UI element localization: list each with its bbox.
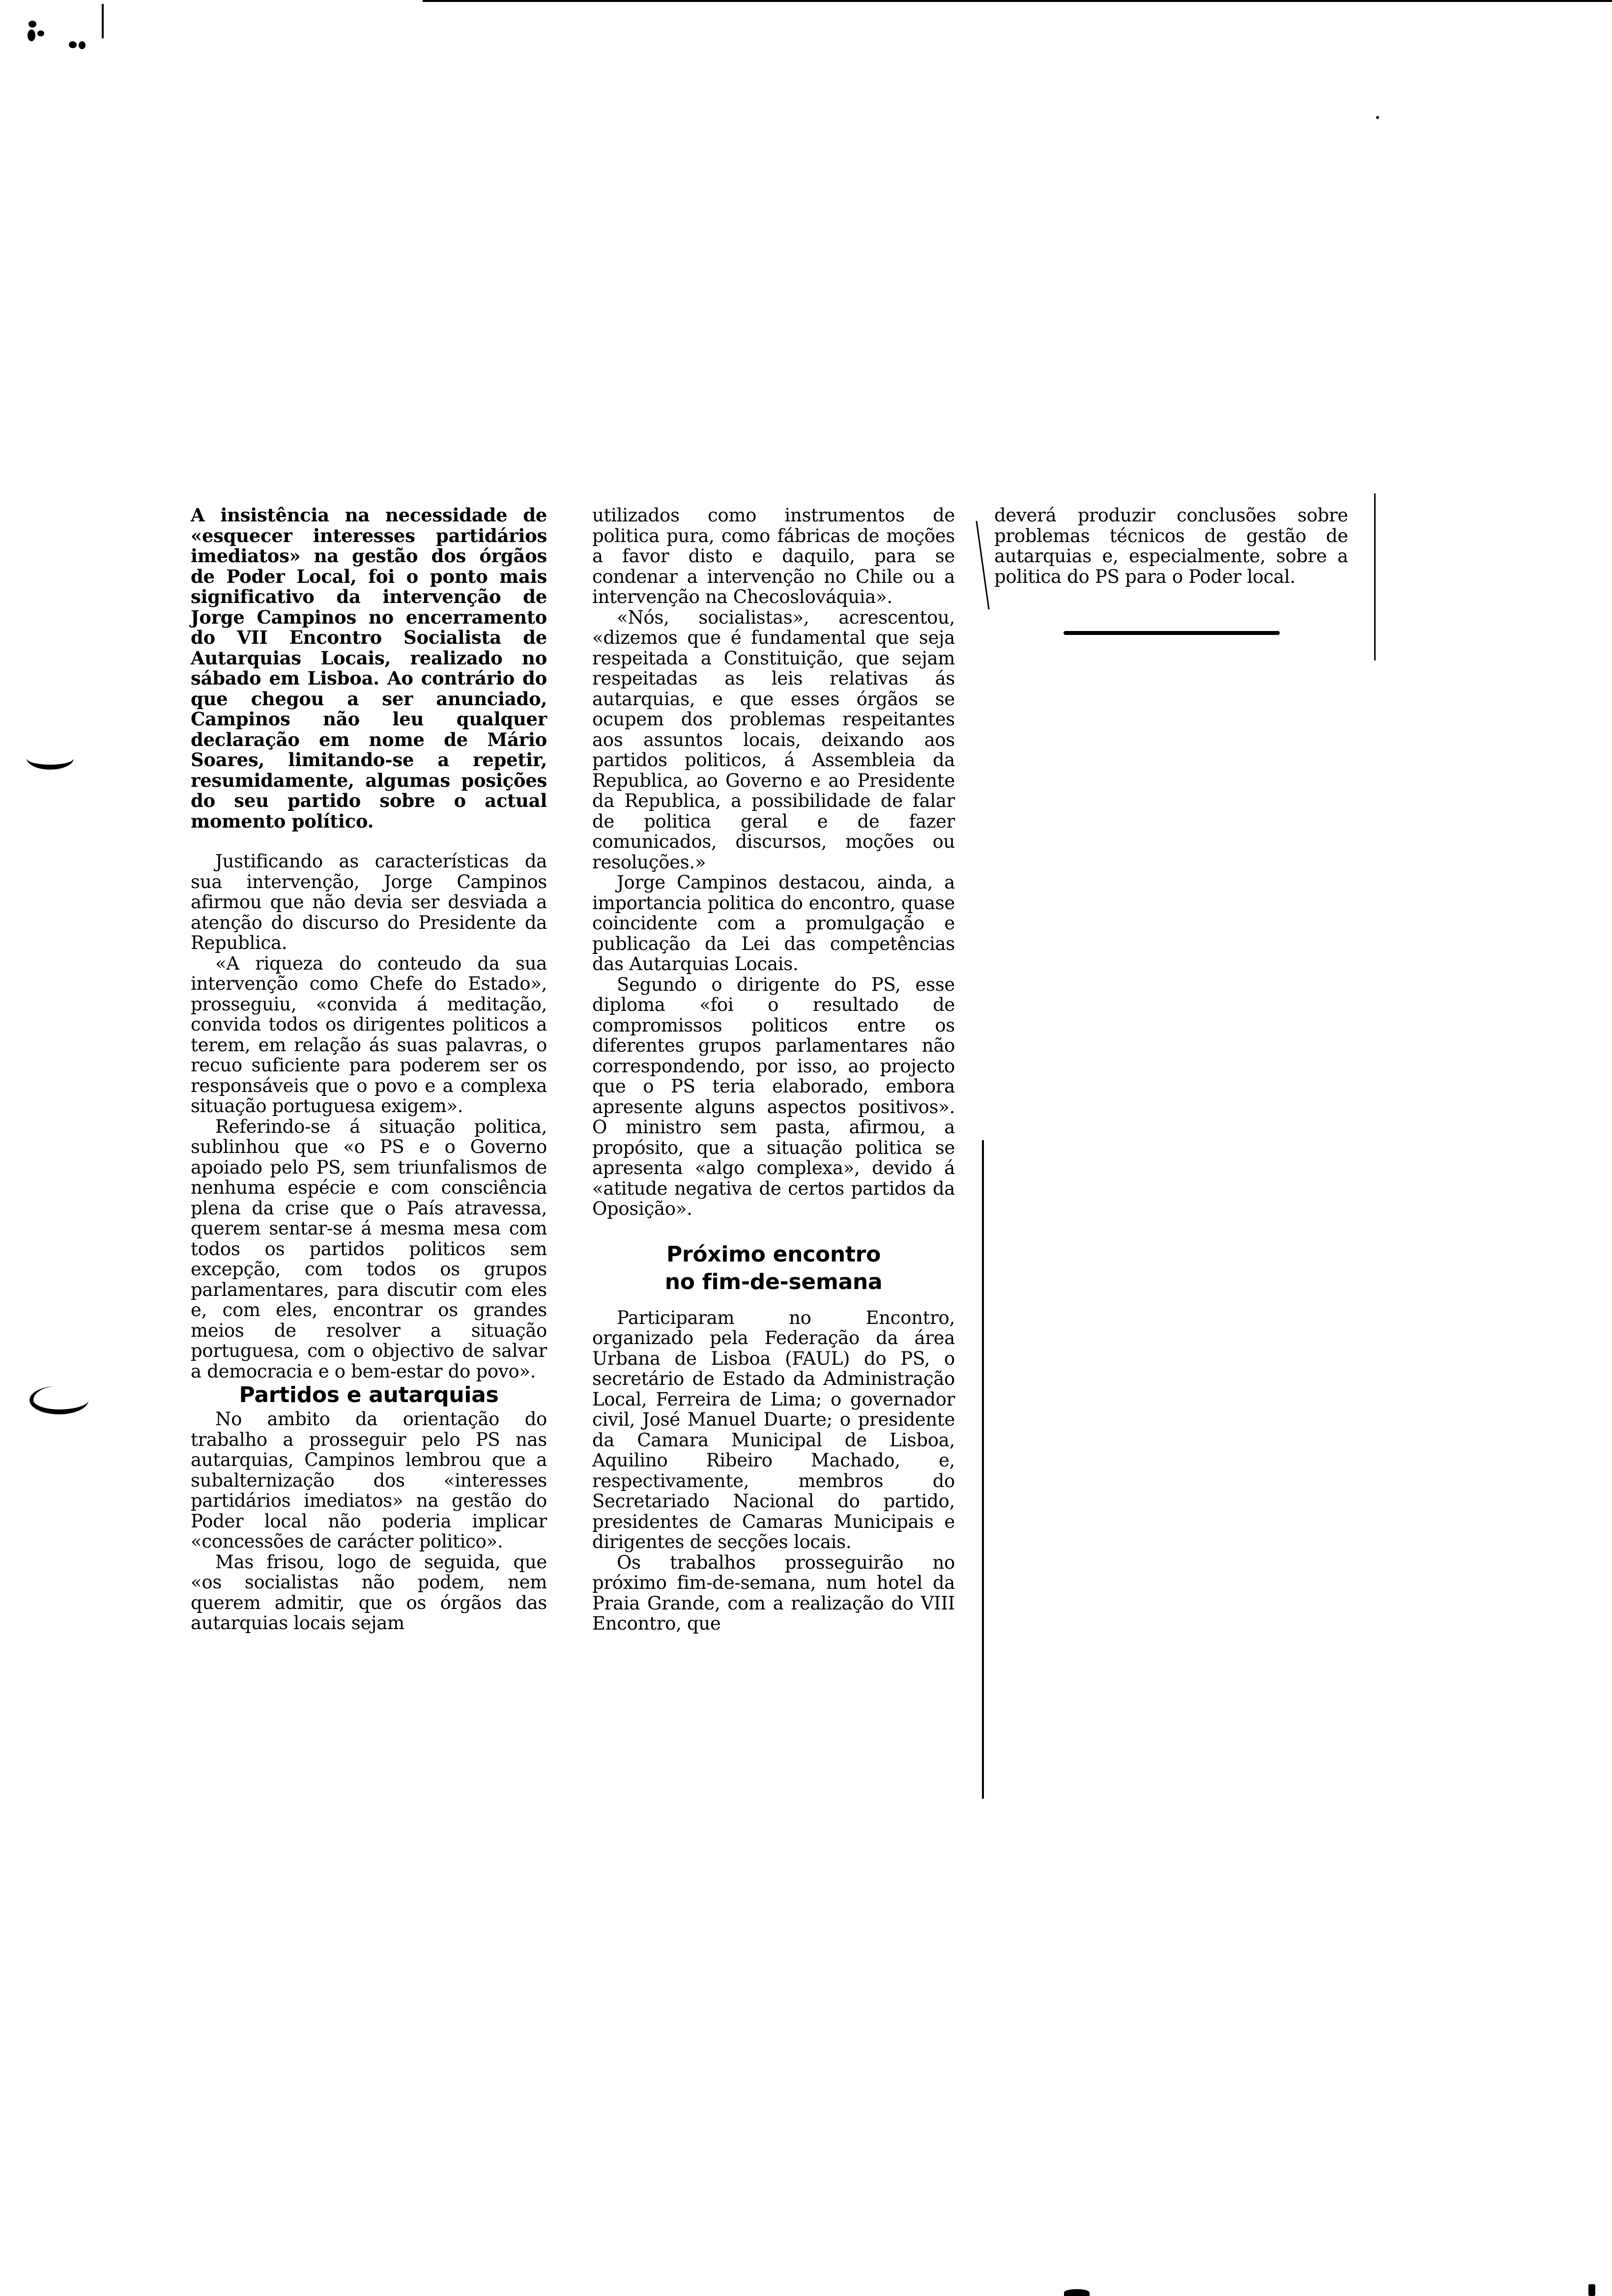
article-paragraph: Participaram no Encontro, organizado pela Federação da área Urbana de Lisboa (FAUL) do PS, o secretário de Estado da Administração Local, Ferreira de Lima; o governador civil, José Manuel Duarte; o presidente da Camara Municipal de Lisboa, Aquilino Ribeiro Machado, e, respectivamente, membros do Secretariado Nacional do partido, presidentes de Camaras Municipais e dirigentes de secções locais. [592, 1307, 955, 1552]
section-heading-line: no fim-de-semana [664, 1269, 883, 1294]
section-heading-line: Próximo encontro [666, 1241, 881, 1267]
scan-speck [69, 41, 77, 48]
scan-speck [79, 41, 86, 49]
column-rule [982, 1140, 984, 1799]
article-paragraph: «Nós, socialistas», acrescentou, «dizemos que é fundamental que seja respeitada a Constituição, que sejam respeitadas as leis relativas ás autarquias, e que esses órgãos se ocupem dos problemas respeitantes aos assuntos locais, deixando aos partidos politicos, á Assembleia da Republica, ao Governo e ao Presidente da Republica, a possibilidade de falar de politica geral e de fazer comunicados, discursos, moções ou resoluções.» [592, 606, 955, 873]
section-heading [592, 1241, 955, 1296]
article-paragraph: No ambito da orientação do trabalho a prosseguir pelo PS nas autarquias, Campinos lembrou que a subalternização dos «interesses partidários imediatos» na gestão do Poder local não poderia implicar «concessões de carácter politico». [191, 1408, 547, 1552]
top-edge-rule [423, 0, 1612, 2]
scan-speck [1376, 116, 1379, 119]
scan-speck [28, 29, 35, 41]
scan-speck [37, 30, 44, 36]
article-paragraph: Jorge Campinos destacou, ainda, a importancia politica do encontro, quase coincidente com a promulgação e publicação da Lei das competências das Autarquias Locais. [592, 872, 955, 975]
scan-edge-mark [102, 4, 104, 38]
article-paragraph: deverá produzir conclusões sobre problemas técnicos de gestão de autarquias e, especialmente, sobre a politica do PS para o Poder local. [994, 505, 1348, 587]
article-paragraph: utilizados como instrumentos de politica pura, como fábricas de moções a favor disto e daquilo, para se condenar a intervenção no Chile ou a intervenção na Checoslováquia». [592, 505, 955, 607]
column-rule [976, 521, 989, 609]
article-column-3 [994, 505, 1348, 587]
article-paragraph: Justificando as características da sua intervenção, Jorge Campinos afirmou que não devia ser desviada a atenção do discurso do Presidente da Republica. [191, 851, 547, 953]
article-paragraph: Referindo-se á situação politica, sublinhou que «o PS e o Governo apoiado pelo PS, sem triunfalismos de nenhuma espécie e com consciência plena da crise que o País atravessa, querem sentar-se á mesma mesa com todos os partidos politicos sem excepção, com todos os grupos parlamentares, para discutir com eles e, com eles, encontrar os grandes meios de resolver a situação portuguesa, com o objectivo de salvar a democracia e o bem-estar do povo». [191, 1116, 547, 1382]
column-rule [1374, 493, 1376, 660]
punch-hole-mark [29, 1386, 88, 1414]
article-paragraph: Segundo o dirigente do PS, esse diploma «foi o resultado de compromissos politicos entre os diferentes grupos parlamentares não correspondendo, por isso, ao projecto que o PS teria elaborado, embora apresente alguns aspectos positivos». O ministro sem pasta, afirmou, a propósito, que a situação politica se apresenta «algo complexa», devido á «atitude negativa de certos partidos da Oposição». [592, 974, 955, 1219]
article-paragraph: «A riqueza do conteudo da sua intervenção como Chefe do Estado», prosseguiu, «convida á meditação, convida todos os dirigentes politicos a terem, em relação ás suas palavras, o recuo suficiente para poderem ser os responsáveis que o povo e a complexa situação portuguesa exigem». [191, 952, 547, 1117]
scan-speck [29, 21, 36, 28]
article-paragraph: Os trabalhos prosseguirão no próximo fim-de-semana, num hotel da Praia Grande, com a realização do VIII Encontro, que [592, 1551, 955, 1634]
article-lead: A insistência na necessidade de «esquecer interesses partidários imediatos» na gestão dos órgãos de Poder Local, foi o ponto mais significativo da intervenção de Jorge Campinos no encerramento do VII Encontro Socialista de Autarquias Locais, realizado no sábado em Lisboa. Ao contrário do que chegou a ser anunciado, Campinos não leu qualquer declaração em nome de Mário Soares, limitando-se a repetir, resumidamente, algumas posições do seu partido sobre o actual momento político. [191, 504, 547, 832]
article-end-rule [1064, 631, 1280, 635]
scan-speck [1588, 2284, 1595, 2296]
article-paragraph: Mas frisou, logo de seguida, que «os socialistas não podem, nem querem admitir, que os órgãos das autarquias locais sejam [191, 1551, 547, 1634]
article-column-1 [191, 505, 547, 1634]
scan-speck [1064, 2289, 1090, 2296]
article-column-2 [592, 505, 955, 1634]
section-heading: Partidos e autarquias [239, 1382, 499, 1407]
punch-hole-mark [27, 747, 74, 770]
